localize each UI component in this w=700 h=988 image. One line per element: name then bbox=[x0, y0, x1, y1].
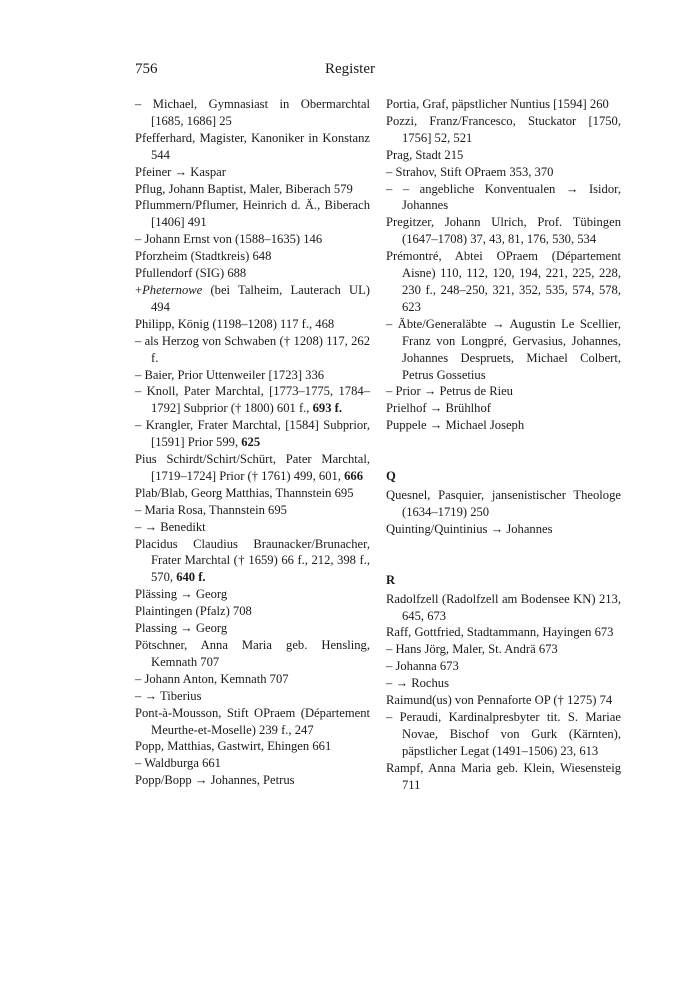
index-entry: Plässing → Georg bbox=[135, 587, 228, 602]
index-entry: Pfullendorf (SIG) 688 bbox=[135, 266, 247, 281]
index-entry: Pforzheim (Stadtkreis) 648 bbox=[135, 249, 272, 264]
index-entry: Pfeiner → Kaspar bbox=[135, 164, 226, 179]
index-entry: Quinting/Quintinius → Johannes bbox=[386, 521, 553, 536]
index-entry: Pfefferhard, Magister, Kanoniker in Konstanz 544 bbox=[135, 130, 370, 162]
index-entry: Pötschner, Anna Maria geb. Hensling, Kemnath 707 bbox=[135, 638, 370, 669]
section-letter-q: Q bbox=[386, 469, 396, 484]
index-entry: Prag, Stadt 215 bbox=[386, 147, 464, 162]
index-entry: Pflug, Johann Baptist, Maler, Biberach 579 bbox=[135, 181, 353, 196]
index-entry: Radolfzell (Radolfzell am Bodensee KN) 213, 645, 673 bbox=[386, 591, 621, 623]
index-entry: Placidus Claudius Braunacker/Brunacher, Frater Marchtal († 1659) 66 f., 212, 398 f., 570, 640 f. bbox=[135, 536, 370, 585]
index-entry: – Baier, Prior Uttenweiler [1723] 336 bbox=[135, 367, 325, 382]
index-entry: – Michael, Gymnasiast in Obermarchtal [1685, 1686] 25 bbox=[135, 97, 370, 128]
index-entry: Pregitzer, Johann Ulrich, Prof. Tübingen (1647–1708) 37, 43, 81, 176, 530, 534 bbox=[386, 215, 621, 247]
section-letter-r: R bbox=[386, 572, 396, 587]
page-number: 756 bbox=[135, 61, 158, 77]
index-entry: +Pheternowe (bei Talheim, Lauterach UL) 494 bbox=[135, 282, 370, 314]
index-entry: Plab/Blab, Georg Matthias, Thannstein 695 bbox=[135, 485, 354, 500]
index-entry: – Äbte/Generaläbte → Augustin Le Scellier, Franz von Longpré, Gervasius, Johannes, Johannes Despruets, Michael Colbert, Petrus Gossetius bbox=[386, 316, 621, 382]
index-entry: – Prior → Petrus de Rieu bbox=[386, 384, 513, 399]
index-entry: Plaintingen (Pfalz) 708 bbox=[135, 604, 252, 619]
index-entry: – Waldburga 661 bbox=[135, 756, 221, 771]
index-entry: Puppele → Michael Joseph bbox=[386, 418, 525, 433]
index-entry: Plassing → Georg bbox=[135, 621, 228, 636]
index-entry: Popp/Bopp → Johannes, Petrus bbox=[135, 773, 295, 788]
index-entry: Portia, Graf, päpstlicher Nuntius [1594] 260 bbox=[386, 97, 609, 111]
index-entry: Rampf, Anna Maria geb. Klein, Wiesensteig 711 bbox=[386, 760, 621, 792]
index-entry: – Krangler, Frater Marchtal, [1584] Subprior, [1591] Prior 599, 625 bbox=[135, 418, 370, 450]
index-entry: – Strahov, Stift OPraem 353, 370 bbox=[386, 164, 554, 179]
index-entry: Quesnel, Pasquier, jansenistischer Theologe (1634–1719) 250 bbox=[386, 488, 621, 519]
running-head: Register bbox=[325, 61, 375, 77]
index-entry: – Johann Anton, Kemnath 707 bbox=[135, 671, 289, 686]
index-entry: – Knoll, Pater Marchtal, [1773–1775, 1784–1792] Subprior († 1800) 601 f., 693 f. bbox=[135, 384, 370, 416]
index-entry: – Johanna 673 bbox=[386, 659, 459, 674]
index-entry: – → Tiberius bbox=[135, 688, 202, 703]
index-entry: Philipp, König (1198–1208) 117 f., 468 bbox=[135, 316, 335, 331]
left-column bbox=[135, 96, 370, 789]
index-entry: Raff, Gottfried, Stadtammann, Hayingen 673 bbox=[386, 625, 614, 640]
index-entry: Pius Schirdt/Schirt/Schürt, Pater Marchtal, [1719–1724] Prior († 1761) 499, 601, 666 bbox=[135, 452, 370, 483]
index-entry: Pflummern/Pflumer, Heinrich d. Ä., Biberach [1406] 491 bbox=[135, 198, 370, 230]
right-column bbox=[386, 96, 621, 794]
index-entry: Prielhof → Brühlhof bbox=[386, 401, 491, 416]
index-entry: – → Rochus bbox=[386, 676, 449, 691]
index-entry: – – angebliche Konventualen → Isidor, Johannes bbox=[386, 181, 621, 213]
index-entry: – Maria Rosa, Thannstein 695 bbox=[135, 502, 287, 517]
index-entry: – als Herzog von Schwaben († 1208) 117, 262 f. bbox=[135, 333, 370, 365]
index-entry: Prémontré, Abtei OPraem (Département Aisne) 110, 112, 120, 194, 221, 225, 228, 230 f., 248–250, 321, 352, 535, 574, 578, 623 bbox=[386, 249, 621, 314]
index-entry: Pont-à-Mousson, Stift OPraem (Département Meurthe-et-Moselle) 239 f., 247 bbox=[135, 705, 370, 737]
index-entry: – Johann Ernst von (1588–1635) 146 bbox=[135, 232, 323, 247]
index-entry: – Peraudi, Kardinalpresbyter tit. S. Mariae Novae, Bischof von Gurk (Kärnten), päpstlicher Legat (1491–1506) 23, 613 bbox=[386, 710, 621, 758]
index-entry: – Hans Jörg, Maler, St. Andrä 673 bbox=[386, 642, 558, 657]
index-entry: Raimund(us) von Pennaforte OP († 1275) 74 bbox=[386, 693, 613, 708]
index-entry: Pozzi, Franz/Francesco, Stuckator [1750, 1756] 52, 521 bbox=[386, 113, 621, 145]
index-entry: Popp, Matthias, Gastwirt, Ehingen 661 bbox=[135, 739, 332, 754]
index-entry: – → Benedikt bbox=[135, 519, 206, 534]
